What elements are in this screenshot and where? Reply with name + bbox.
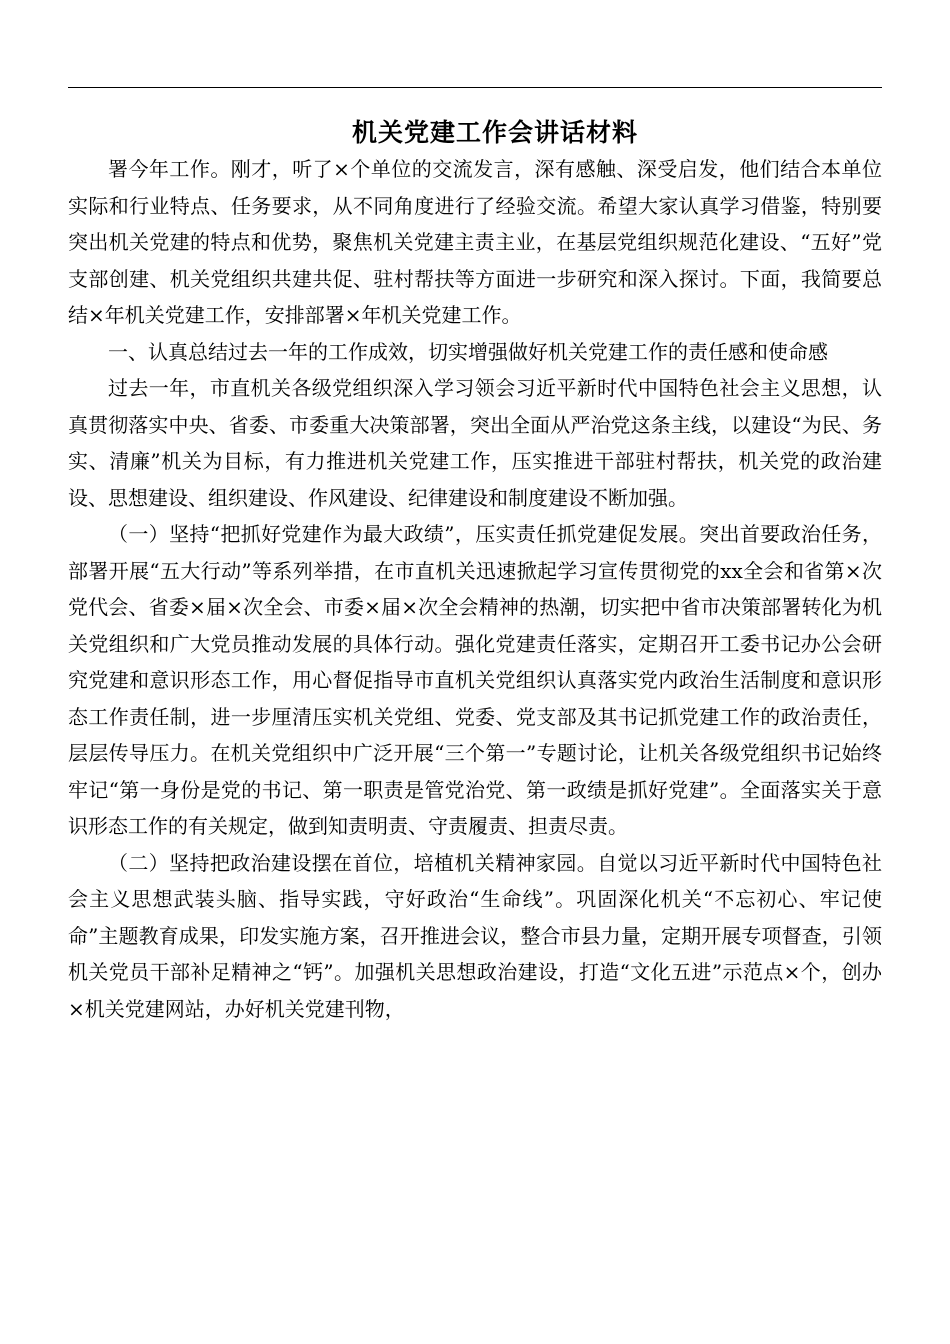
paragraph-intro: 署今年工作。刚才，听了×个单位的交流发言，深有感触、深受启发，他们结合本单位实际和行业特点、任务要求，从不同角度进行了经验交流。希望大家认真学习借鉴，特别要突出机关党建的特点和优势，聚焦机关党建主责主业，在基层党组织规范化建设、“五好”党支部创建、机关党组织共建共促、驻村帮扶等方面进一步研究和深入探讨。下面，我简要总结×年机关党建工作，安排部署×年机关党建工作。 [68,157,882,327]
paragraph-item-2: （二）坚持把政治建设摆在首位，培植机关精神家园。自觉以习近平新时代中国特色社会主义思想武装头脑、指导实践，守好政治“生命线”。巩固深化机关“不忘初心、牢记使命”主题教育成果，印发实施方案，召开推进会议，整合市县力量，定期开展专项督查，引领机关党员干部补足精神之“钙”。加强机关思想政治建设，打造“文化五进”示范点×个，创办×机关党建网站，办好机关党建刊物， [68,850,882,1021]
paragraph-overview: 过去一年，市直机关各级党组织深入学习领会习近平新时代中国特色社会主义思想，认真贯彻落实中央、省委、市委重大决策部署，突出全面从严治党这条主线，以建设“为民、务实、清廉”机关为目标，有力推进机关党建工作，压实推进干部驻村帮扶，机关党的政治建设、思想建设、组织建设、作风建设、纪律建设和制度建设不断加强。 [68,376,882,510]
header-rule [68,87,882,88]
document-title: 机关党建工作会讲话材料 [351,117,638,147]
section-heading-1: 一、认真总结过去一年的工作成效，切实增强做好机关党建工作的责任感和使命感 [108,339,828,364]
paragraph-item-1: （一）坚持“把抓好党建作为最大政绩”，压实责任抓党建促发展。突出首要政治任务，部署开展“五大行动”等系列举措，在市直机关迅速掀起学习宣传贯彻党的xx全会和省第×次党代会、省委×届×次全会、市委×届×次全会精神的热潮，切实把中省市决策部署转化为机关党组织和广大党员推动发展的具体行动。强化党建责任落实，定期召开工委书记办公会研究党建和意识形态工作，用心督促指导市直机关党组织认真落实党内政治生活制度和意识形态工作责任制，进一步厘清压实机关党组、党委、党支部及其书记抓党建工作的政治责任，层层传导压力。在机关党组织中广泛开展“三个第一”专题讨论，让机关各级党组织书记始终牢记“第一身份是党的书记、第一职责是管党治党、第一政绩是抓好党建”。全面落实关于意识形态工作的有关规定，做到知责明责、守责履责、担责尽责。 [68,522,882,838]
document-body [68,151,882,1027]
